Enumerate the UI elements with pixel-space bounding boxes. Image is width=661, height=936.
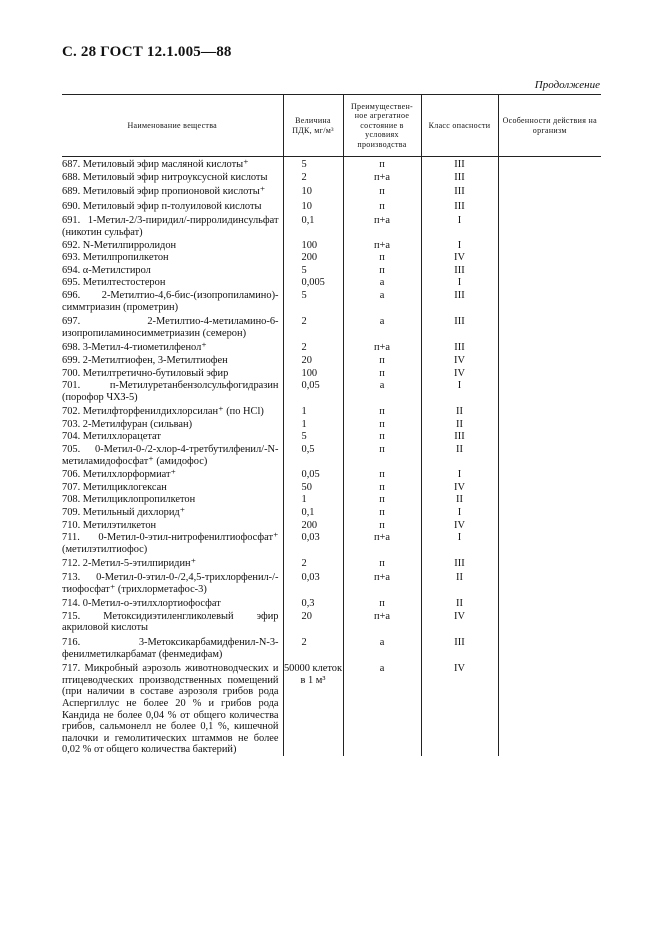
substance-name: 702. Метилфторфенилдихлорсилан⁺ (по HCl) bbox=[62, 406, 264, 418]
pdk-value: 2 bbox=[283, 634, 343, 660]
effects-cell bbox=[498, 367, 601, 380]
effects-cell bbox=[498, 443, 601, 467]
table-header-row bbox=[62, 95, 601, 157]
substance-name: 708. Метилциклопропилкетон bbox=[62, 494, 196, 506]
substance-name: 699. 2-Метилтиофен, 3-Метилтиофен bbox=[62, 354, 228, 366]
pdk-value: 5 bbox=[283, 289, 343, 313]
hazard-class: IV bbox=[421, 610, 498, 634]
substance-name: 706. Метилхлорформиат⁺ bbox=[62, 469, 177, 481]
substance-name: 689. Метиловый эфир пропионовой кислоты⁺ bbox=[62, 186, 266, 198]
aggregate-state: п+а bbox=[343, 171, 421, 184]
effects-cell bbox=[498, 354, 601, 367]
pdk-value: 0,03 bbox=[283, 570, 343, 595]
hazard-class: IV bbox=[421, 519, 498, 532]
aggregate-state: п bbox=[343, 418, 421, 431]
substance-name: 701. п-Метилуретанбензолсульфогидразин (порофор ЧХЗ-5) bbox=[62, 380, 279, 403]
aggregate-state: п bbox=[343, 403, 421, 418]
substance-name: 697. 2-Метилтио-4-метиламино-6-изопропиламиносимметриазин (семерон) bbox=[62, 316, 279, 339]
effects-cell bbox=[498, 379, 601, 403]
aggregate-state: п+а bbox=[343, 239, 421, 252]
aggregate-state: п bbox=[343, 430, 421, 443]
pdk-value: 20 bbox=[283, 354, 343, 367]
table-row bbox=[62, 264, 601, 277]
table-row bbox=[62, 183, 601, 198]
effects-cell bbox=[498, 239, 601, 252]
effects-cell bbox=[498, 570, 601, 595]
hazard-class: III bbox=[421, 157, 498, 171]
effects-cell bbox=[498, 289, 601, 313]
aggregate-state: а bbox=[343, 660, 421, 756]
pdk-value: 1 bbox=[283, 403, 343, 418]
table-row bbox=[62, 354, 601, 367]
substance-name: 700. Метилтретично-бутиловый эфир bbox=[62, 367, 229, 379]
pdk-value: 50 bbox=[283, 481, 343, 494]
aggregate-state: п bbox=[343, 481, 421, 494]
table-row bbox=[62, 481, 601, 494]
table-row bbox=[62, 251, 601, 264]
col-header-effects: Особенности действия на организм bbox=[498, 95, 601, 157]
table-row bbox=[62, 660, 601, 756]
hazard-class: IV bbox=[421, 660, 498, 756]
table-row bbox=[62, 157, 601, 171]
col-header-name: Наименование вещества bbox=[62, 95, 283, 157]
pdk-value: 100 bbox=[283, 239, 343, 252]
pdk-value: 0,3 bbox=[283, 595, 343, 610]
substance-name: 714. 0-Метил-о-этилхлортиофосфат bbox=[62, 598, 221, 610]
pdk-value: 5 bbox=[283, 264, 343, 277]
substance-name: 717. Микробный аэрозоль животноводческих и птицеводческих производственных помещений (при наличии в составе аэрозоля грибов рода Аспергиллус не более 20 % и грибов рода Кандида не более 0,04 % от общего количества грибов, сальмонелл не более 0,1 %, кишечной палочки и гемолитических штаммов не более 0,02 % от общего количества бактерий) bbox=[62, 663, 279, 756]
substance-name: 705. 0-Метил-0-/2-хлор-4-третбутилфенил/-N-метиламидофосфат⁺ (амидофос) bbox=[62, 444, 279, 467]
table-row bbox=[62, 367, 601, 380]
pdk-value: 1 bbox=[283, 493, 343, 506]
aggregate-state: а bbox=[343, 379, 421, 403]
substances-table bbox=[62, 94, 601, 756]
hazard-class: III bbox=[421, 634, 498, 660]
effects-cell bbox=[498, 660, 601, 756]
effects-cell bbox=[498, 264, 601, 277]
aggregate-state: п bbox=[343, 506, 421, 519]
effects-cell bbox=[498, 555, 601, 570]
effects-cell bbox=[498, 467, 601, 481]
effects-cell bbox=[498, 198, 601, 213]
substance-name: 691. 1-Метил-2/3-пиридил/-пирролидинсульфат (никотин сульфат) bbox=[62, 215, 279, 238]
effects-cell bbox=[498, 251, 601, 264]
pdk-value: 10 bbox=[283, 198, 343, 213]
hazard-class: I bbox=[421, 276, 498, 289]
table-row bbox=[62, 339, 601, 354]
substance-name: 704. Метилхлорацетат bbox=[62, 431, 161, 443]
aggregate-state: п bbox=[343, 467, 421, 481]
aggregate-state: п bbox=[343, 157, 421, 171]
effects-cell bbox=[498, 493, 601, 506]
effects-cell bbox=[498, 403, 601, 418]
substance-name: 710. Метилэтилкетон bbox=[62, 519, 157, 531]
aggregate-state: а bbox=[343, 276, 421, 289]
pdk-value: 0,03 bbox=[283, 531, 343, 555]
aggregate-state: п bbox=[343, 443, 421, 467]
aggregate-state: п bbox=[343, 183, 421, 198]
hazard-class: II bbox=[421, 403, 498, 418]
pdk-value: 0,05 bbox=[283, 467, 343, 481]
table-row bbox=[62, 443, 601, 467]
effects-cell bbox=[498, 595, 601, 610]
table-row bbox=[62, 430, 601, 443]
hazard-class: I bbox=[421, 239, 498, 252]
aggregate-state: п bbox=[343, 555, 421, 570]
hazard-class: II bbox=[421, 443, 498, 467]
pdk-value: 50000 клеток в 1 м³ bbox=[283, 660, 343, 756]
aggregate-state: п bbox=[343, 354, 421, 367]
substance-name: 707. Метилциклогексан bbox=[62, 481, 167, 493]
effects-cell bbox=[498, 531, 601, 555]
substance-name: 687. Метиловый эфир масляной кислоты⁺ bbox=[62, 159, 249, 170]
table-row bbox=[62, 555, 601, 570]
col-header-class: Класс опасности bbox=[421, 95, 498, 157]
pdk-value: 2 bbox=[283, 171, 343, 184]
hazard-class: III bbox=[421, 183, 498, 198]
hazard-class: III bbox=[421, 289, 498, 313]
hazard-class: III bbox=[421, 171, 498, 184]
table-row bbox=[62, 171, 601, 184]
substance-name: 693. Метилпропилкетон bbox=[62, 252, 169, 264]
effects-cell bbox=[498, 157, 601, 171]
table-row bbox=[62, 570, 601, 595]
pdk-value: 200 bbox=[283, 519, 343, 532]
table-row bbox=[62, 506, 601, 519]
page-header: С. 28 ГОСТ 12.1.005—88 bbox=[62, 44, 232, 60]
pdk-value: 0,1 bbox=[283, 506, 343, 519]
aggregate-state: п bbox=[343, 198, 421, 213]
hazard-class: IV bbox=[421, 481, 498, 494]
hazard-class: I bbox=[421, 531, 498, 555]
effects-cell bbox=[498, 610, 601, 634]
table-row bbox=[62, 313, 601, 339]
aggregate-state: п bbox=[343, 251, 421, 264]
pdk-value: 2 bbox=[283, 313, 343, 339]
substance-name: 715. Метоксидиэтиленгликолевый эфир акриловой кислоты bbox=[62, 610, 279, 634]
hazard-class: III bbox=[421, 313, 498, 339]
aggregate-state: а bbox=[343, 634, 421, 660]
hazard-class: IV bbox=[421, 354, 498, 367]
hazard-class: III bbox=[421, 198, 498, 213]
aggregate-state: п+а bbox=[343, 570, 421, 595]
aggregate-state: п bbox=[343, 519, 421, 532]
table-row bbox=[62, 379, 601, 403]
table-row bbox=[62, 403, 601, 418]
effects-cell bbox=[498, 183, 601, 198]
table-row bbox=[62, 493, 601, 506]
hazard-class: II bbox=[421, 570, 498, 595]
substance-name: 709. Метильный дихлорид⁺ bbox=[62, 507, 186, 519]
pdk-value: 0,5 bbox=[283, 443, 343, 467]
hazard-class: I bbox=[421, 467, 498, 481]
aggregate-state: а bbox=[343, 313, 421, 339]
hazard-class: II bbox=[421, 418, 498, 431]
aggregate-state: п+а bbox=[343, 339, 421, 354]
effects-cell bbox=[498, 339, 601, 354]
substance-name: 703. 2-Метилфуран (сильван) bbox=[62, 418, 193, 430]
pdk-value: 0,005 bbox=[283, 276, 343, 289]
pdk-value: 200 bbox=[283, 251, 343, 264]
pdk-value: 10 bbox=[283, 183, 343, 198]
substance-name: 698. 3-Метил-4-тиометилфенол⁺ bbox=[62, 342, 207, 354]
hazard-class: III bbox=[421, 430, 498, 443]
table-row bbox=[62, 531, 601, 555]
hazard-class: II bbox=[421, 493, 498, 506]
hazard-class: III bbox=[421, 555, 498, 570]
substance-name: 694. α-Метилстирол bbox=[62, 264, 151, 276]
pdk-value: 2 bbox=[283, 339, 343, 354]
pdk-value: 100 bbox=[283, 367, 343, 380]
col-header-state: Преимуществен-ное агрегатное состояние в условиях производства bbox=[343, 95, 421, 157]
aggregate-state: п bbox=[343, 493, 421, 506]
effects-cell bbox=[498, 634, 601, 660]
effects-cell bbox=[498, 212, 601, 238]
substance-name: 713. 0-Метил-0-этил-0-/2,4,5-трихлорфенил-/-тиофосфат⁺ (трихлорметафос-3) bbox=[62, 572, 279, 595]
hazard-class: III bbox=[421, 339, 498, 354]
pdk-value: 0,1 bbox=[283, 212, 343, 238]
table-row bbox=[62, 595, 601, 610]
table-row bbox=[62, 198, 601, 213]
effects-cell bbox=[498, 313, 601, 339]
table-row bbox=[62, 519, 601, 532]
hazard-class: I bbox=[421, 212, 498, 238]
effects-cell bbox=[498, 481, 601, 494]
hazard-class: I bbox=[421, 506, 498, 519]
substance-name: 711. 0-Метил-0-этил-нитрофенилтиофосфат⁺ (метилэтилтиофос) bbox=[62, 532, 279, 555]
substance-name: 692. N-Метилпирролидон bbox=[62, 239, 177, 251]
table-row bbox=[62, 418, 601, 431]
aggregate-state: п+а bbox=[343, 610, 421, 634]
table-row bbox=[62, 467, 601, 481]
substance-name: 712. 2-Метил-5-этилпиридин⁺ bbox=[62, 558, 197, 570]
pdk-value: 5 bbox=[283, 157, 343, 171]
hazard-class: IV bbox=[421, 367, 498, 380]
substance-name: 690. Метиловый эфир п-толуиловой кислоты bbox=[62, 200, 262, 212]
effects-cell bbox=[498, 418, 601, 431]
substance-name: 688. Метиловый эфир нитроуксусной кислоты bbox=[62, 171, 268, 183]
aggregate-state: п bbox=[343, 367, 421, 380]
table-body bbox=[62, 157, 601, 756]
aggregate-state: п+а bbox=[343, 531, 421, 555]
substance-name: 696. 2-Метилтио-4,6-бис-(изопропиламино)-симмтриазин (прометрин) bbox=[62, 289, 279, 313]
hazard-class: IV bbox=[421, 251, 498, 264]
col-header-pdk: Величина ПДК, мг/м³ bbox=[283, 95, 343, 157]
table-row bbox=[62, 289, 601, 313]
pdk-value: 2 bbox=[283, 555, 343, 570]
hazard-class: III bbox=[421, 264, 498, 277]
aggregate-state: а bbox=[343, 289, 421, 313]
aggregate-state: п bbox=[343, 264, 421, 277]
substance-name: 695. Метилтестостерон bbox=[62, 277, 166, 289]
table-row bbox=[62, 634, 601, 660]
aggregate-state: п+а bbox=[343, 212, 421, 238]
pdk-value: 1 bbox=[283, 418, 343, 431]
effects-cell bbox=[498, 276, 601, 289]
table-row bbox=[62, 239, 601, 252]
table-row bbox=[62, 276, 601, 289]
aggregate-state: п bbox=[343, 595, 421, 610]
effects-cell bbox=[498, 519, 601, 532]
pdk-value: 20 bbox=[283, 610, 343, 634]
continued-label: Продолжение bbox=[534, 79, 600, 91]
table-row bbox=[62, 212, 601, 238]
pdk-value: 5 bbox=[283, 430, 343, 443]
effects-cell bbox=[498, 430, 601, 443]
pdk-value: 0,05 bbox=[283, 379, 343, 403]
effects-cell bbox=[498, 506, 601, 519]
table-row bbox=[62, 610, 601, 634]
hazard-class: I bbox=[421, 379, 498, 403]
effects-cell bbox=[498, 171, 601, 184]
substance-name: 716. 3-Метоксикарбамидфенил-N-3-фенилметилкарбамат (фенмедифам) bbox=[62, 636, 279, 660]
hazard-class: II bbox=[421, 595, 498, 610]
